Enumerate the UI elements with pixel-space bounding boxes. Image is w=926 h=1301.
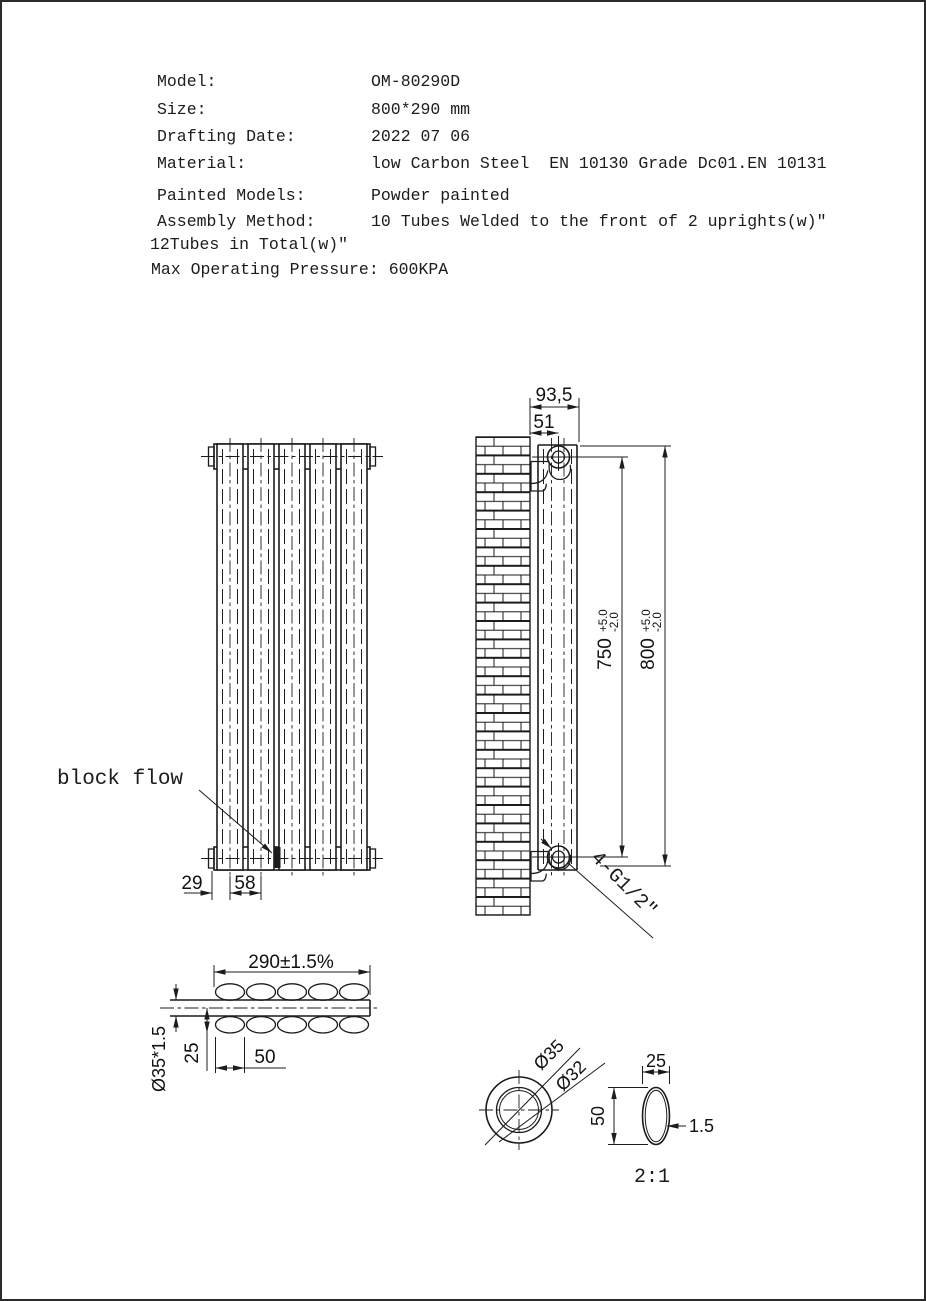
dim-text-50: 50 [254,1047,276,1068]
oval-tube [278,984,307,1000]
tolerance-plus: +5.0 [641,609,653,632]
dim-text-d35: Ø35*1.5 [149,1025,169,1093]
detail-view [479,1036,714,1189]
dim-text-290: 290±1.5% [248,952,334,973]
dim-wall-to-center [530,412,559,445]
profile-centerlines [552,438,565,877]
dim-text-d32: Ø32 [551,1056,590,1095]
oval-tube [340,1017,369,1033]
dim-text-93-5: 93,5 [535,385,573,406]
dim-text-29: 29 [181,873,203,894]
detail-scale-label: 2:1 [633,1166,671,1189]
dim-text-800 [638,609,664,670]
dim-text-group [182,1042,203,1063]
dim-text-group [149,1026,169,1092]
round-tube-detail [479,1036,605,1150]
dim-text-58: 58 [234,873,256,894]
spec-value: low Carbon Steel EN 10130 Grade Dc01.EN 10131 [371,154,827,173]
spec-label: Material: [157,154,247,173]
front-tube-row [216,984,369,1000]
spec-value: 10 Tubes Welded to the front of 2 uprights(w)" [371,212,827,231]
dim-text-51: 51 [533,412,555,433]
spec-label: Max Operating Pressure: [151,260,379,279]
d35-label-group [530,1036,568,1074]
flow-block-plug [275,847,281,868]
oval-tube [216,984,245,1000]
dim-value: 800 [638,638,659,670]
dim-section-width [214,952,370,995]
dim-text-1-5: 1.5 [689,1116,715,1136]
vertical-tubes [217,438,367,876]
tolerance-minus: -2.0 [652,612,664,632]
connection-label: 4-G1/2" [585,846,662,923]
dim-text-d35: Ø35 [529,1035,568,1074]
dim-text-group [588,1106,608,1126]
front-bottom-dimensions [181,871,261,900]
radiator-profile [538,438,577,877]
oval-tube-detail [588,1051,714,1145]
spec-value: 2022 07 06 [371,127,471,146]
spec-value: Powder painted [371,186,510,205]
oval-outer [643,1088,670,1145]
brick-wall [476,437,530,915]
oval-tube [278,1017,307,1033]
spec-label: Model: [157,72,217,91]
spec-value: 800*290 mm [371,100,471,119]
spec-value: 600KPA [388,260,449,279]
profile-hidden-lines [544,449,572,866]
connection-callout [541,839,661,938]
dim-text-25: 25 [182,1042,203,1064]
oval-tube [247,1017,276,1033]
tolerance-plus: +5.0 [598,609,610,632]
oval-tube [340,984,369,1000]
side-view [476,385,671,938]
dim-section-depth [182,1008,207,1071]
bottom-bracket [531,843,571,881]
oval-tube [309,984,338,1000]
spec-value: OM-80290D [371,72,461,91]
section-view [149,952,380,1092]
d32-label-group [552,1057,590,1095]
technical-drawing [2,2,926,1301]
dim-text-25: 25 [645,1051,667,1071]
callout-arrow [541,839,552,849]
block-flow-label: block flow [57,768,184,791]
top-bracket [531,443,571,491]
d32-leader [499,1063,605,1142]
tolerance-minus: -2.0 [609,612,621,632]
spec-label: 12Tubes in Total(w)" [150,235,349,254]
dim-value: 750 [595,638,616,670]
oval-tube [247,984,276,1000]
spec-label: Painted Models: [157,186,306,205]
oval-tube [309,1017,338,1033]
dim-text-50: 50 [588,1105,608,1127]
back-tube-row [216,1017,369,1033]
spec-label: Assembly Method: [157,212,316,231]
dim-tube-width [216,1037,287,1073]
dim-text-750 [595,609,621,670]
oval-inner [645,1090,667,1142]
front-view [57,438,383,900]
dim-tapping-span [532,457,628,857]
spec-label: Drafting Date: [157,127,296,146]
dim-overall-height [580,446,671,866]
spec-label: Size: [157,100,207,119]
oval-tube [216,1017,245,1033]
